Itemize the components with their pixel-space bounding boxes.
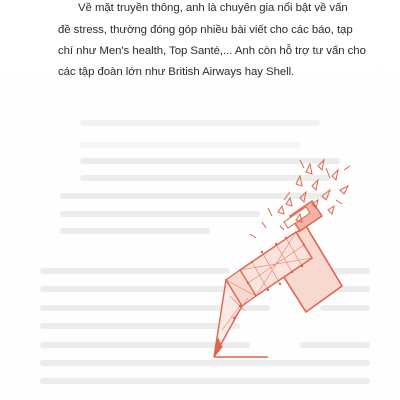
paragraph-line: chí như Men's health, Top Santé,... Anh còn hỗ trợ tư vấn cho (58, 45, 366, 57)
paragraph-line: đề stress, thường đóng góp nhiều bài viết cho các báo, tạp (58, 24, 353, 36)
pencil-icon (214, 201, 342, 357)
paragraph-line: Về mặt truyền thông, anh là chuyên gia nổi bật về vấn (78, 2, 348, 14)
paragraph-line: các tập đoàn lớn như British Airways hay Shell. (58, 66, 295, 78)
